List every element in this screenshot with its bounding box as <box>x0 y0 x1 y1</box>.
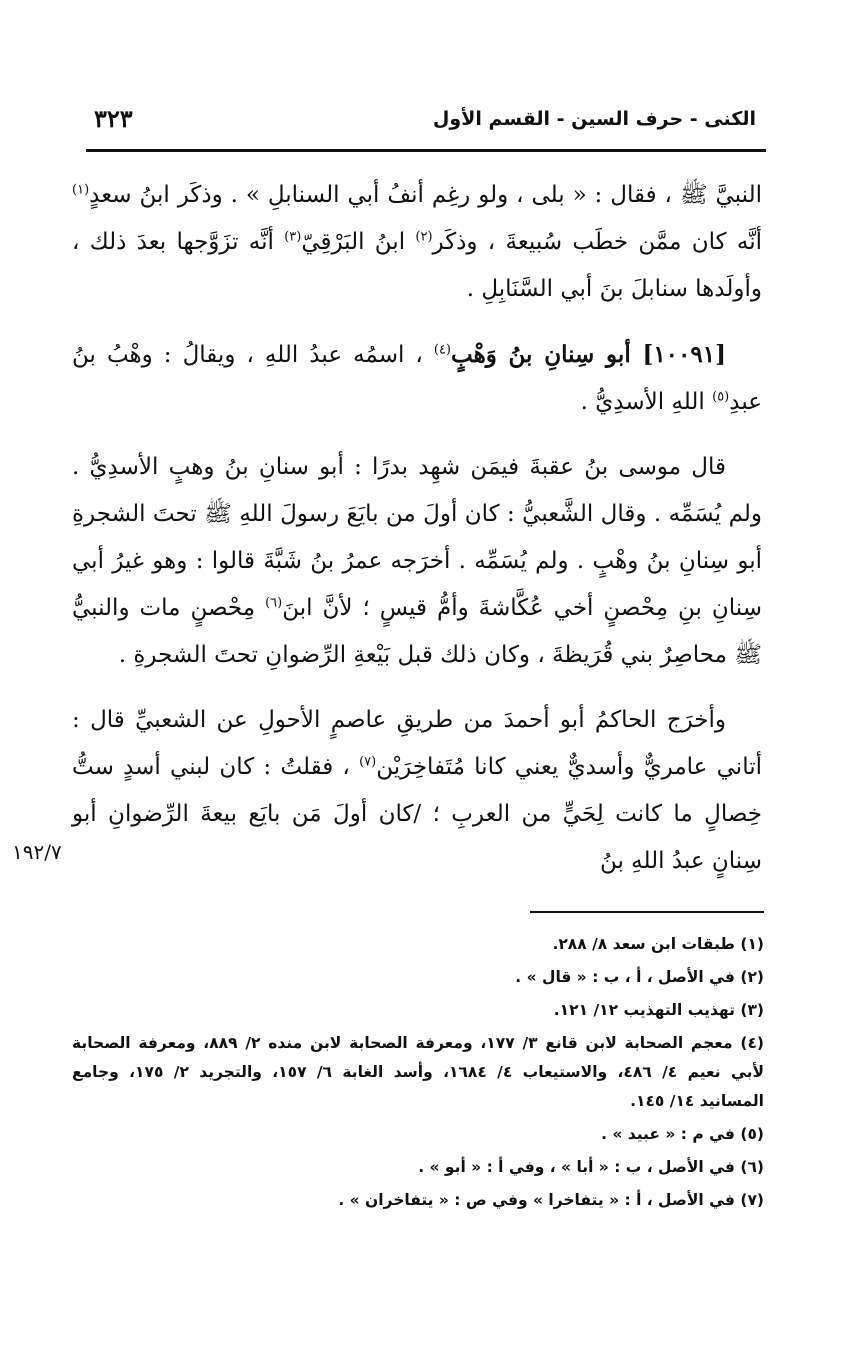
entry-paragraph <box>72 331 762 426</box>
footnote-6: (٦) في الأصل ، ب : « أبا » ، وفي أ : « أبو » . <box>418 1158 764 1176</box>
footnote-marker: (٧) <box>359 754 377 770</box>
text-run: قال موسى بنُ عقبةَ فيمَن شهِد بدرًا : أبو سنانِ بنُ وهبٍ الأسدِيُّ . ولم يُسَمِّه . وقال الشَّعبيُّ : كان أولَ من بايَعَ رسولَ اللهِ ﷺ تحتَ الشجرةِ أبو سِنانِ بنُ وهْبٍ . ولم يُسَمِّه . أخرَجه عمرُ بنُ شَبَّةَ قالوا : وهو غيرُ أبي سِنانِ بنِ مِحْصنٍ أخي عُكَّاشةَ وأمُّ قيسٍ ؛ لأنَّ ابنَ <box>72 454 762 621</box>
footnote-marker: (٢) <box>415 229 433 245</box>
page-number: ٣٢٣ <box>94 104 133 133</box>
footnote-rule <box>530 911 764 913</box>
footnote-marker: (١) <box>72 182 90 198</box>
running-header <box>86 100 766 140</box>
footnote-4: (٤) معجم الصحابة لابن قانع ٣/ ١٧٧، ومعرفة الصحابة لابن منده ٢/ ٨٨٩، ومعرفة الصحابة لأبي نعيم ٤/ ٤٨٦، والاستيعاب ٤/ ١٦٨٤، وأسد الغابة ٦/ ١٥٧، والتجريد ٢/ ١٧٥، وجامع المسانيد ١٤/ ١٤٥. <box>72 1034 764 1110</box>
text-run: مِحْصنٍ مات والنبيُّ ﷺ محاصِرٌ بني قُرَيظةَ ، وكان ذلك قبل بَيْعةِ الرِّضوانِ تحتَ الشجرةِ . <box>72 595 762 668</box>
header-title: الكنى - حرف السين - القسم الأول <box>432 108 756 130</box>
text-run: النبيَّ ﷺ ، فقال : « بلى ، ولو رغِم أنفُ أبي السنابلِ » . وذكَر ابنُ سعدٍ <box>89 182 762 208</box>
text-run: وأخرَج الحاكمُ أبو أحمدَ من طريقِ عاصمٍ الأحولِ عن الشعبيِّ قال : أتاني عامريٌّ وأسديٌّ يعني كانا مُتَفاخِرَيْن <box>72 707 762 780</box>
paragraph-4 <box>72 697 762 885</box>
text-run: ، فقلتُ : كان لبني أسدٍ ستُّ خِصالٍ ما كانت لِحَيٍّ من العربِ ؛ /كان أولَ مَن بايَع بيعةَ الرِّضوانِ أبو سِنانٍ عبدُ اللهِ بنُ <box>72 754 762 874</box>
header-rule <box>86 149 766 152</box>
footnote-marker: (٣) <box>284 229 302 245</box>
footnote-2: (٢) في الأصل ، أ ، ب : « قال » . <box>515 968 764 986</box>
footnote-marker: (٦) <box>265 595 283 611</box>
footnote-1: (١) طبقات ابن سعد ٨/ ٢٨٨. <box>552 935 764 953</box>
paragraph-1 <box>72 172 762 313</box>
footnote-marker: (٤) <box>433 342 451 358</box>
margin-reference: ١٩٢/٧ <box>12 840 62 864</box>
text-run: أنَّه كان ممَّن خطَب سُبيعةَ ، وذكَر <box>432 229 762 255</box>
text-run: ابنُ البَرْقِيّ <box>301 229 416 255</box>
entry-name: أبو سِنانِ بنُ وَهْبٍ <box>451 341 643 368</box>
text-run: اللهِ الأسدِيُّ . <box>580 389 713 415</box>
text-run: أنَّه تزَوَّجها بعدَ ذلك ، وأولَدها سنابلَ بنَ أبي السَّنَابِلِ . <box>72 229 762 302</box>
footnote-marker: (٥) <box>712 389 730 405</box>
footnote-3: (٣) تهذيب التهذيب ١٢/ ١٢١. <box>553 1001 764 1019</box>
footnote-7: (٧) في الأصل ، أ : « يتفاخرا » وفي ص : « يتفاخران » . <box>338 1191 764 1209</box>
text-run: ، اسمُه عبدُ اللهِ ، ويقالُ : وهْبُ بنُ عبدِ <box>72 342 762 415</box>
entry-number: [١٠٠٩١] <box>642 341 726 368</box>
main-text <box>72 172 762 885</box>
paragraph-3 <box>72 444 762 679</box>
footnotes <box>72 930 764 1219</box>
footnote-5: (٥) في م : « عبيد » . <box>601 1125 764 1143</box>
